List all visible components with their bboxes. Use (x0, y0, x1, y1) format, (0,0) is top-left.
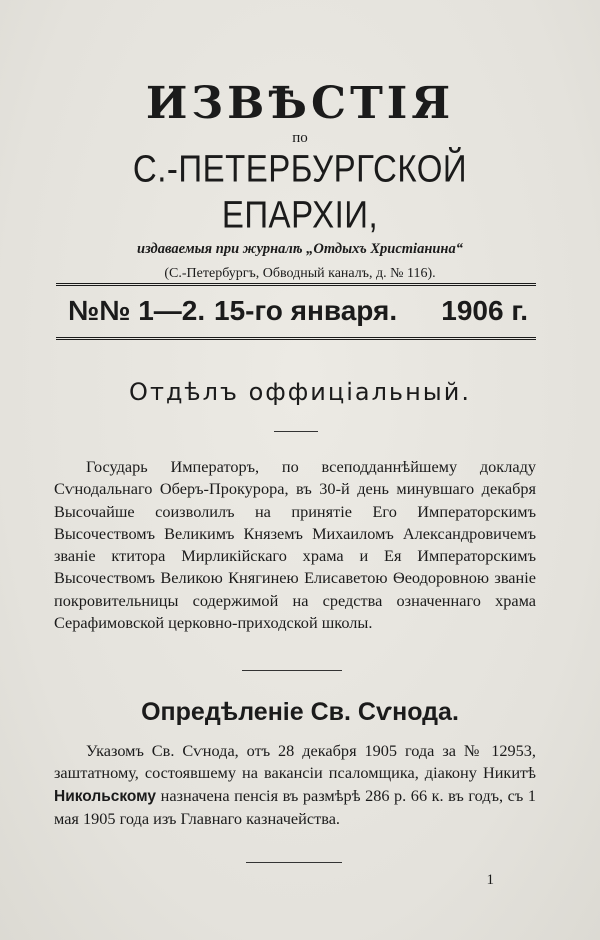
divider (274, 431, 318, 432)
title-preposition: по (292, 130, 308, 146)
issue-rule-top (56, 283, 536, 286)
divider (242, 670, 342, 671)
issue-number: №№ 1—2. (68, 295, 206, 326)
decree-paragraph: Государь Императоръ, по всеподданнѣйшему докладу Сѵнодальнаго Оберъ-Прокурора, въ 30-й день минувшаго декабря Высочайше соизволилъ на принятіе Его Императорскимъ Высочествомъ Великимъ Княземъ Михаиломъ Александровичемъ званіе ктитора Мирликійскаго храма и Ея Императорскимъ Высочествомъ Великою Княгинею Елисаветою Ѳеодоровною званіе покровительницы содержимой на средства означеннаго храма Серафимовской церковно-приходской школы. (54, 457, 536, 633)
masthead (60, 80, 540, 282)
definition-name: Никольскому (54, 787, 157, 805)
definition-text-after: назначена пенсія въ размѣрѣ 286 р. 66 к. въ годъ, съ 1 мая 1905 года изъ Главнаго казначейства. (54, 785, 536, 828)
publication-address: (С.-Петербургъ, Обводный каналъ, д. № 116). (164, 266, 436, 281)
definition-paragraph (54, 740, 536, 830)
divider (246, 862, 342, 863)
issue-rule-bottom (56, 337, 536, 340)
definition-heading: Опредѣленіе Св. Сѵнода. (141, 698, 459, 726)
issue-year: 1906 г. (441, 295, 528, 326)
section-heading: Отдѣлъ оффиціальный. (129, 378, 471, 406)
diocese-name: С.-ПЕТЕРБУРГСКОЙ ЕПАРХІИ, (132, 147, 468, 236)
definition-text-before: Указомъ Св. Сѵнода, отъ 28 декабря 1905 года за № 12953, заштатному, состоявшему на вакансіи псаломщика, діакону Никитѣ (54, 741, 536, 783)
publication-description: издаваемыя при журналѣ „Отдыхъ Христіанина“ (137, 241, 463, 257)
issue-date: 15-го января. (214, 295, 398, 326)
page-number: 1 (486, 872, 494, 888)
issue-line (68, 290, 528, 332)
publication-title: ИЗВѢСТІЯ (145, 78, 455, 129)
